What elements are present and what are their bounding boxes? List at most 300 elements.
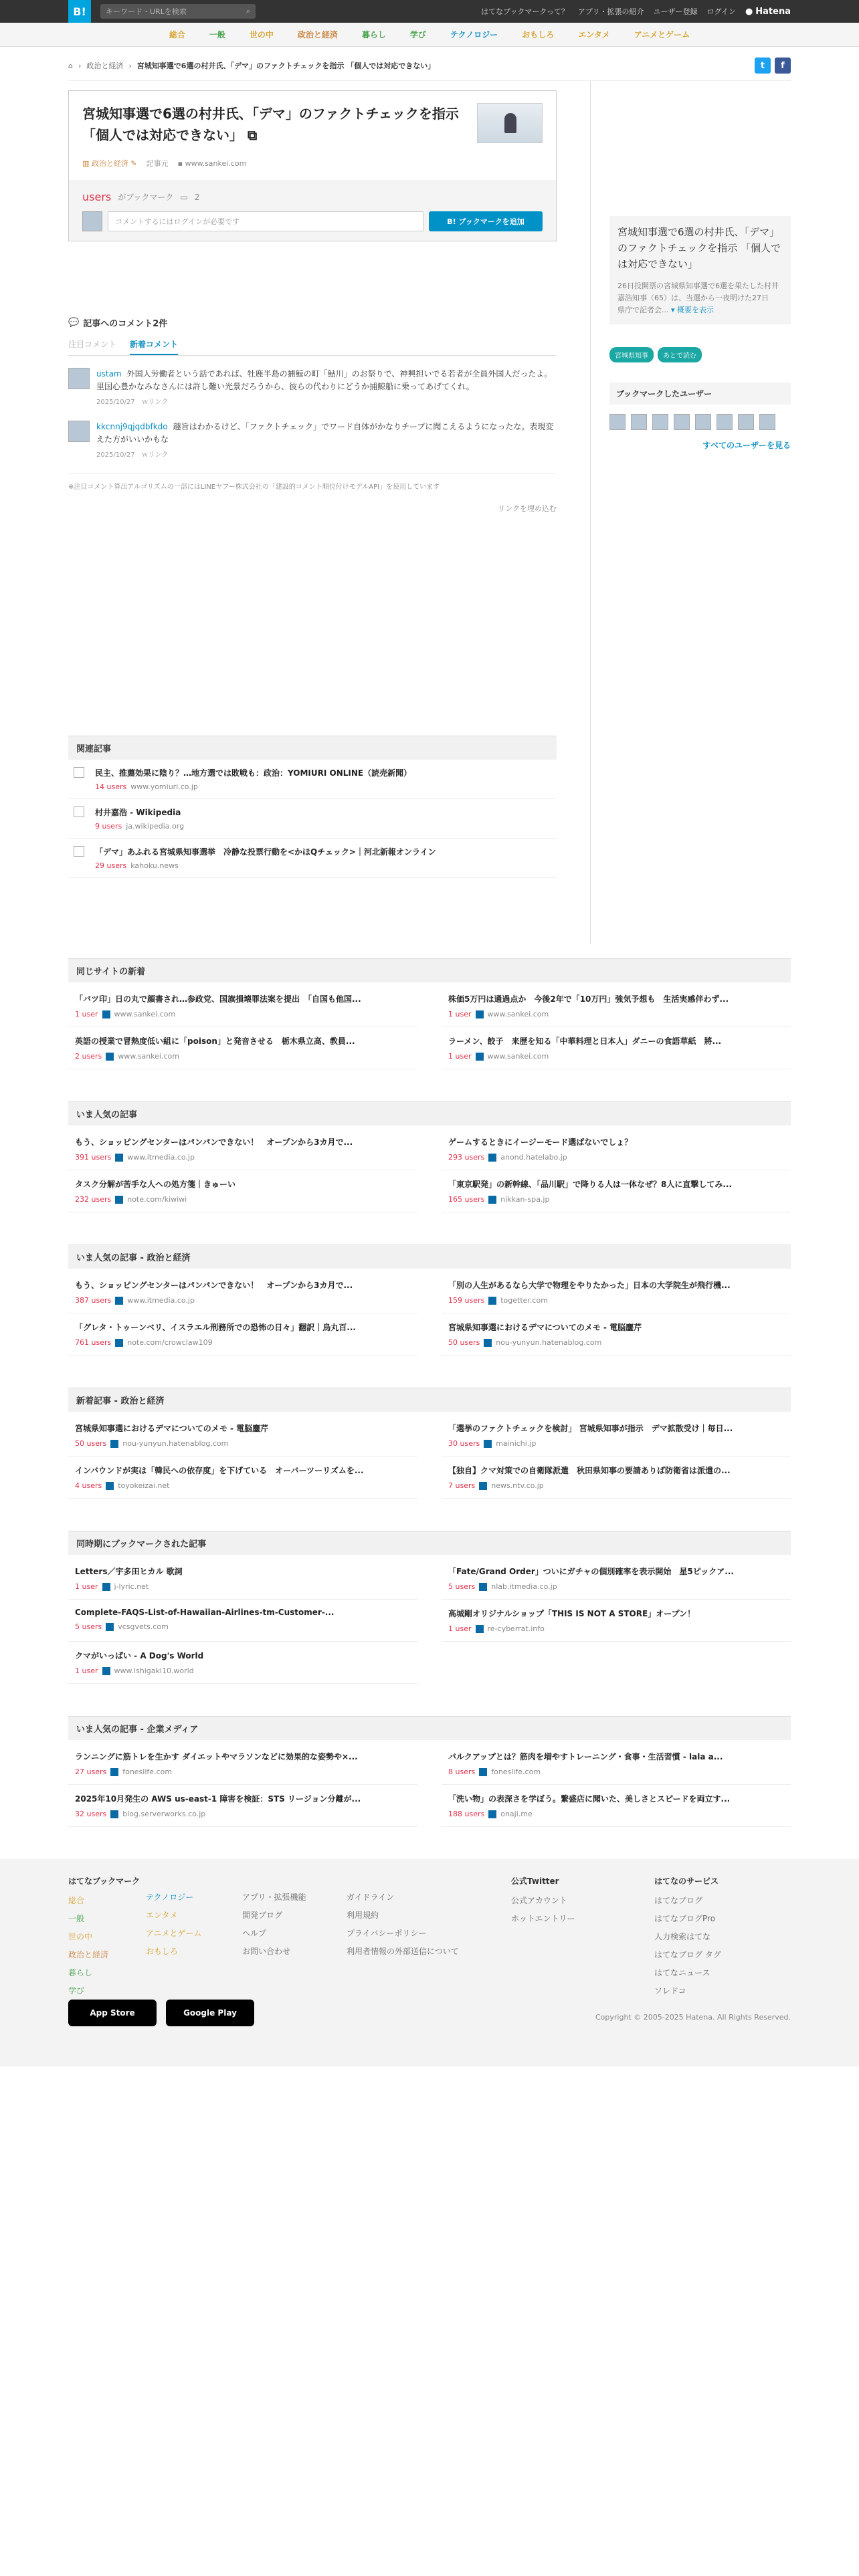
article-item[interactable] xyxy=(68,1558,417,1600)
article-item[interactable] xyxy=(442,1457,791,1499)
favicon-icon xyxy=(479,1768,487,1776)
article-title[interactable]: 【独自】クマ対策での自衛隊派遣 秋田県知事の要請ありば防衛省は派遣の... xyxy=(448,1466,731,1475)
comment-icon: ▭ xyxy=(180,192,188,202)
article-users[interactable]: 293 users xyxy=(448,1153,485,1162)
apps-link[interactable]: アプリ・拡張の紹介 xyxy=(577,7,644,16)
article-title[interactable]: Complete-FAQS-List-of-Hawaiian-Airlines-tm-Customer-... xyxy=(75,1608,335,1617)
article-item[interactable] xyxy=(442,1271,791,1313)
breadcrumb-category[interactable]: 政治と経済 xyxy=(86,62,124,70)
article-users[interactable]: 1 user xyxy=(75,1010,98,1018)
article-domain[interactable]: www.sankei.com xyxy=(487,1052,549,1061)
copyright: Copyright © 2005-2025 Hatena. All Rights Reserved. xyxy=(595,2013,791,2022)
article-domain[interactable]: foneslife.com xyxy=(491,1767,541,1776)
footer-link[interactable]: 利用者情報の外部送信について xyxy=(347,1947,459,1956)
footer-heading: 公式Twitter xyxy=(511,1876,559,1886)
article-domain[interactable]: nlab.itmedia.co.jp xyxy=(491,1582,557,1591)
user-avatar[interactable] xyxy=(738,414,754,430)
article-domain[interactable]: www.ishigaki10.world xyxy=(114,1667,194,1675)
summary-text: 26日投開票の宮城県知事選で6選を果たした村井嘉浩知事（65）は、当選から一夜明けた27日 県庁で記者会... xyxy=(617,282,779,314)
comment-count: 2 xyxy=(194,192,200,202)
favicon-icon xyxy=(74,767,84,778)
comment-date[interactable]: 2025/10/27 xyxy=(96,451,135,459)
entry-title[interactable] xyxy=(82,103,464,146)
favicon-icon xyxy=(110,1440,118,1448)
footer-col-6 xyxy=(654,1875,721,2003)
article-users[interactable]: 391 users xyxy=(75,1153,112,1162)
comment-input[interactable]: コメントするにはログインが必要です xyxy=(108,211,423,231)
article-item[interactable] xyxy=(68,1743,417,1785)
article-item[interactable] xyxy=(442,1313,791,1356)
related-item[interactable] xyxy=(68,839,557,878)
article-section xyxy=(68,1716,791,1827)
favicon-icon xyxy=(479,1482,487,1490)
entry-box xyxy=(68,90,557,241)
user-avatar[interactable] xyxy=(674,414,690,430)
related-domain[interactable]: ja.wikipedia.org xyxy=(126,822,185,831)
article-users[interactable]: 188 users xyxy=(448,1810,485,1818)
footer xyxy=(0,1859,859,2066)
nav-item[interactable]: 政治と経済 xyxy=(297,30,338,39)
article-item[interactable] xyxy=(442,1414,791,1457)
article-item[interactable] xyxy=(442,1170,791,1212)
nav-item[interactable]: 暮らし xyxy=(361,30,386,39)
footer-link[interactable]: ソレドコ xyxy=(654,1986,686,1996)
comment-text: 趣旨はわかるけど、「ファクトチェック」でワード自体がかなりチープに聞こえるようになったな。表現変えた方がいいかもな xyxy=(96,422,554,444)
article-users[interactable]: 50 users xyxy=(75,1439,107,1448)
article-item[interactable] xyxy=(442,1600,791,1642)
nav-item[interactable]: エンタメ xyxy=(578,30,610,39)
article-users[interactable]: 232 users xyxy=(75,1195,112,1204)
comment-note: ※注目コメント算出アルゴリズムの一部にはLINEヤフー株式会社の「建設的コメント順位付けモデルAPI」を使用しています xyxy=(68,473,557,491)
article-item[interactable] xyxy=(68,1414,417,1457)
comments-heading-text: 記事へのコメント2件 xyxy=(83,319,168,329)
entry-title-text[interactable]: 宮城知事選で6選の村井氏、「デマ」のファクトチェックを指示 「個人では対応できない」 xyxy=(82,106,459,143)
article-users[interactable]: 30 users xyxy=(448,1439,480,1448)
embed-link[interactable]: リンクを埋め込む xyxy=(498,504,557,513)
footer-col-3 xyxy=(242,1875,347,2003)
article-title[interactable]: 「グレタ・トゥーンベリ、イスラエル刑務所での恐怖の日々」翻訳｜烏丸百... xyxy=(75,1323,356,1332)
article-sections xyxy=(0,958,859,1827)
related-domain[interactable]: www.yomiuri.co.jp xyxy=(130,782,198,791)
article-item[interactable] xyxy=(442,1743,791,1785)
article-domain[interactable]: re-cyberrat.info xyxy=(487,1624,545,1633)
article-users[interactable]: 387 users xyxy=(75,1296,112,1305)
tag[interactable]: あとで読む xyxy=(658,347,702,362)
article-domain[interactable]: note.com/kiwiwi xyxy=(127,1195,187,1204)
article-item[interactable] xyxy=(68,1027,417,1069)
footer-link[interactable]: 人力検索はてな xyxy=(654,1932,711,1941)
article-item[interactable] xyxy=(68,1313,417,1356)
favicon-icon xyxy=(74,846,84,857)
article-title[interactable]: 株価5万円は通過点か 今後2年で「10万円」強気予想も 生活実感伴わず... xyxy=(448,994,729,1004)
article-title[interactable]: 2025年10月発生の AWS us-east-1 障害を検証：STS リージョン分離が... xyxy=(75,1794,361,1804)
favicon-icon xyxy=(115,1196,123,1204)
user-avatar[interactable] xyxy=(609,414,626,430)
article-users[interactable]: 7 users xyxy=(448,1481,476,1490)
article-title[interactable]: 「Fate/Grand Order」ついにガチャの個別確率を表示開始 星5ピックア... xyxy=(448,1567,734,1576)
comments-section xyxy=(68,316,557,514)
footer-link[interactable]: お問い合わせ xyxy=(242,1947,291,1956)
entry-category[interactable] xyxy=(82,158,137,169)
related-heading: 関連記事 xyxy=(68,736,557,760)
article-domain[interactable]: nikkan-spa.jp xyxy=(500,1195,550,1204)
login-link[interactable]: ログイン xyxy=(706,7,736,16)
breadcrumb xyxy=(68,58,791,81)
twitter-share-icon[interactable]: t xyxy=(755,58,771,74)
article-item[interactable] xyxy=(442,1128,791,1170)
summary-more-text: 概要を表示 xyxy=(677,306,714,314)
comment-link[interactable]: ｗリンク xyxy=(141,399,169,406)
article-section xyxy=(68,1531,791,1684)
footer-link[interactable]: ガイドライン xyxy=(347,1893,395,1902)
search-placeholder: キーワード・URLを検索 xyxy=(106,7,187,16)
favicon-icon xyxy=(488,1196,496,1204)
favicon-icon xyxy=(488,1810,496,1818)
comment-user[interactable]: ustam xyxy=(96,369,122,379)
footer-links xyxy=(68,1895,146,1996)
article-domain[interactable]: toyokeizai.net xyxy=(118,1481,170,1490)
footer-link[interactable]: 開発ブログ xyxy=(242,1911,283,1920)
article-item[interactable] xyxy=(68,985,417,1027)
related-users[interactable]: 14 users xyxy=(95,782,127,791)
user-avatar[interactable] xyxy=(759,414,775,430)
related-users[interactable]: 9 users xyxy=(95,822,122,831)
footer-link[interactable]: プライバシーポリシー xyxy=(347,1929,427,1938)
comment-item xyxy=(68,421,557,461)
hatena-logo-text: Hatena xyxy=(755,6,791,17)
article-users[interactable]: 5 users xyxy=(448,1582,476,1591)
home-icon[interactable]: ⌂ xyxy=(68,61,73,70)
comment-list xyxy=(68,368,557,461)
comment-link[interactable]: ｗリンク xyxy=(141,451,169,459)
bookmark-text: がブックマーク xyxy=(118,193,174,202)
left-column xyxy=(68,81,557,878)
article-domain[interactable]: www.sankei.com xyxy=(114,1010,176,1018)
summary-box xyxy=(609,216,791,324)
section-heading: いま人気の記事 - 政治と経済 xyxy=(68,1245,791,1269)
hatena-logo[interactable] xyxy=(745,7,791,17)
article-domain[interactable]: j-lyric.net xyxy=(114,1582,149,1591)
footer-links xyxy=(242,1891,347,1957)
footer-link[interactable]: アプリ・拡張機能 xyxy=(242,1893,306,1902)
article-users[interactable]: 159 users xyxy=(448,1296,485,1305)
favicon-icon xyxy=(110,1810,118,1818)
favicon-icon xyxy=(106,1623,114,1631)
footer-link[interactable]: 総合 xyxy=(68,1896,85,1905)
footer-link[interactable]: はてなブログ タグ xyxy=(654,1950,721,1959)
favicon-icon xyxy=(110,1768,118,1776)
article-title[interactable]: ラーメン、餃子 来歴を知る「中華料理と日本人」ダニーの食語草紙 將... xyxy=(448,1037,722,1046)
related-title[interactable]: 「デマ」あふれる宮城県知事選挙 冷静な投票行動を<かほQチェック>｜河北新報オンライン xyxy=(95,847,436,857)
favicon-icon xyxy=(102,1583,110,1591)
main-content xyxy=(68,81,791,944)
add-bookmark-button[interactable]: B! ブックマークを追加 xyxy=(429,211,543,231)
bookmark-users-heading: ブックマークしたユーザー xyxy=(609,383,791,405)
related-title[interactable]: 民主、推薦効果に陰り？…地方選では敗戦も：政治：YOMIURI ONLINE（読売新聞） xyxy=(95,768,412,778)
article-users[interactable]: 1 user xyxy=(75,1667,98,1675)
article-title[interactable]: もう、ショッピングセンターはパンパンできない！ オープンから3カ月で... xyxy=(75,1138,353,1147)
google-play-button[interactable]: Google Play xyxy=(166,2000,254,2026)
article-title[interactable]: タスク分解が苦手な人への処方箋｜きゅーい xyxy=(75,1180,236,1189)
article-users[interactable]: 27 users xyxy=(75,1767,107,1776)
footer-links xyxy=(347,1891,511,1957)
article-users[interactable]: 5 users xyxy=(75,1622,102,1631)
article-item[interactable] xyxy=(442,1027,791,1069)
footer-link[interactable]: ホットエントリー xyxy=(511,1914,575,1923)
user-avatar[interactable] xyxy=(717,414,733,430)
article-title[interactable]: もう、ショッピングセンターはパンパンできない！ オープンから3カ月で... xyxy=(75,1281,353,1290)
summary-title: 宮城知事選で6選の村井氏、「デマ」のファクトチェックを指示 「個人では対応できない」 xyxy=(617,226,781,270)
article-title[interactable]: 「バツ印」日の丸で顔書され…参政党、国旗損壊罪法案を提出 「自国も他国... xyxy=(75,994,361,1004)
nav-item[interactable]: 世の中 xyxy=(249,30,274,39)
footer-links xyxy=(511,1895,654,1924)
footer-col-2 xyxy=(146,1875,242,2003)
article-title[interactable]: 英語の授業で冒熱度低い組に「poison」と発音させる 栃木県立高、教員... xyxy=(75,1037,355,1046)
section-heading: 新着記事 - 政治と経済 xyxy=(68,1388,791,1412)
article-item[interactable] xyxy=(68,1642,417,1684)
related-item[interactable] xyxy=(68,799,557,839)
chevron-right-icon: › xyxy=(78,61,82,70)
footer-link[interactable]: 利用規約 xyxy=(347,1911,379,1920)
footer-heading: はてなのサービス xyxy=(654,1876,719,1886)
favicon-icon xyxy=(476,1625,484,1633)
summary-more-link[interactable]: ▾ 概要を表示 xyxy=(671,306,714,314)
avatar xyxy=(82,211,102,231)
bookmark-users xyxy=(609,383,791,451)
article-users[interactable]: 2 users xyxy=(75,1052,102,1061)
nav-item[interactable]: おもしろ xyxy=(522,30,555,39)
article-users[interactable]: 50 users xyxy=(448,1338,480,1347)
article-domain[interactable]: www.sankei.com xyxy=(487,1010,549,1018)
footer-link[interactable]: 学び xyxy=(68,1986,85,1996)
article-title[interactable]: ランニングに筋トレを生かす ダイエットやマラソンなどに効果的な姿勢や×... xyxy=(75,1752,358,1761)
favicon-icon xyxy=(106,1053,114,1061)
favicon-icon xyxy=(102,1667,110,1675)
article-item[interactable] xyxy=(68,1128,417,1170)
footer-links xyxy=(654,1895,721,1996)
entry-category-text: 政治と経済 xyxy=(91,159,128,168)
favicon-icon: ▪ xyxy=(177,158,183,168)
related-section xyxy=(68,736,557,878)
article-users[interactable]: 761 users xyxy=(75,1338,112,1347)
hatena-bookmark-logo[interactable]: B! xyxy=(68,0,91,23)
share-buttons xyxy=(755,58,791,74)
article-domain[interactable]: note.com/crowclaw109 xyxy=(127,1338,213,1347)
about-link[interactable]: はてなブックマークって？ xyxy=(481,7,569,16)
favicon-icon xyxy=(484,1440,492,1448)
footer-link[interactable]: おもしろ xyxy=(146,1947,179,1956)
avatar[interactable] xyxy=(68,421,90,442)
entry-meta xyxy=(69,158,556,181)
entry-domain-text: www.sankei.com xyxy=(185,158,247,168)
article-item[interactable] xyxy=(68,1785,417,1827)
related-users[interactable]: 29 users xyxy=(95,861,127,870)
favicon-icon xyxy=(102,1010,110,1018)
favicon-icon xyxy=(488,1154,496,1162)
article-title[interactable]: Letters／宇多田ヒカル 歌詞 xyxy=(75,1567,183,1576)
article-domain[interactable]: mainichi.jp xyxy=(496,1439,537,1448)
nav-item[interactable]: 学び xyxy=(409,30,426,39)
article-users[interactable]: 1 user xyxy=(448,1010,472,1018)
nav-item[interactable]: 総合 xyxy=(169,30,185,39)
footer-links xyxy=(146,1891,242,1957)
article-users[interactable]: 8 users xyxy=(448,1767,476,1776)
article-item[interactable] xyxy=(442,985,791,1027)
section-heading: 同じサイトの新着 xyxy=(68,958,791,982)
footer-link[interactable]: 一般 xyxy=(68,1914,85,1923)
section-heading: いま人気の記事 - 企業メディア xyxy=(68,1716,791,1740)
footer-link[interactable]: テクノロジー xyxy=(146,1893,194,1902)
article-title[interactable]: 高城剛オリジナルショップ「THIS IS NOT A STORE」オープン！ xyxy=(448,1609,696,1618)
article-domain[interactable]: nou-yunyun.hatenablog.com xyxy=(122,1439,229,1448)
article-users[interactable]: 165 users xyxy=(448,1195,485,1204)
edit-icon: ✎ xyxy=(130,159,137,168)
related-list xyxy=(68,760,557,878)
favicon-icon xyxy=(484,1339,492,1347)
tag[interactable]: 宮城県知事 xyxy=(609,347,654,362)
favicon-icon xyxy=(488,1297,496,1305)
article-domain[interactable]: onaji.me xyxy=(500,1810,533,1818)
section-heading: 同時期にブックマークされた記事 xyxy=(68,1531,791,1555)
article-item[interactable] xyxy=(68,1271,417,1313)
footer-link[interactable]: アニメとゲーム xyxy=(146,1929,202,1938)
article-section xyxy=(68,1388,791,1499)
footer-col-4 xyxy=(347,1875,511,2003)
user-avatar[interactable] xyxy=(695,414,711,430)
register-link[interactable]: ユーザー登録 xyxy=(653,7,698,16)
favicon-icon xyxy=(476,1010,484,1018)
article-item[interactable] xyxy=(442,1558,791,1600)
article-title[interactable]: 「選挙のファクトチェックを検討」 宮城県知事が指示 デマ拡散受け｜毎日... xyxy=(448,1424,733,1433)
footer-link[interactable]: 暮らし xyxy=(68,1968,93,1977)
hatena-logo-icon: ● xyxy=(745,6,753,17)
users-count[interactable] xyxy=(82,191,111,203)
article-title[interactable]: クマがいっぱい - A Dog's World xyxy=(75,1651,204,1660)
favicon-icon xyxy=(479,1583,487,1591)
article-section xyxy=(68,1245,791,1356)
article-users[interactable]: 4 users xyxy=(75,1481,102,1490)
article-users[interactable]: 1 user xyxy=(448,1052,472,1061)
footer-link[interactable]: 政治と経済 xyxy=(68,1950,109,1959)
comments-heading xyxy=(68,316,557,329)
favicon-icon xyxy=(115,1339,123,1347)
search-input[interactable] xyxy=(100,4,256,19)
category-icon: ▥ xyxy=(82,159,90,168)
comment-tabs xyxy=(68,338,557,356)
article-item[interactable] xyxy=(68,1457,417,1499)
related-domain[interactable]: kahoku.news xyxy=(130,861,179,870)
article-domain[interactable]: www.itmedia.co.jp xyxy=(127,1296,195,1305)
nav-item[interactable]: テクノロジー xyxy=(450,30,498,39)
article-domain[interactable]: news.ntv.co.jp xyxy=(491,1481,544,1490)
facebook-share-icon[interactable]: f xyxy=(775,58,791,74)
comment-user[interactable]: kkcnnj9qjqdbfkdo xyxy=(96,422,168,431)
entry-domain[interactable] xyxy=(178,159,247,168)
article-title[interactable]: 「東京駅発」の新幹線、「品川駅」で降りる人は一体なぜ？8人に直撃してみ... xyxy=(448,1180,733,1189)
comment-text: 外国人労働者という話であれば、牡鹿半島の捕鯨の町「鮎川」のお祭りで、神興担いでる若者が全員外国人だったよ。里国心豊かなみなさんには許し難い光景だろうから、彼らの代わりにどうか捕鯨船に乗ってあげてくれ。 xyxy=(96,369,553,391)
article-domain[interactable]: www.itmedia.co.jp xyxy=(127,1153,195,1162)
user-avatar[interactable] xyxy=(652,414,668,430)
all-users-link[interactable]: すべてのユーザーを見る xyxy=(702,441,791,450)
footer-link[interactable]: エンタメ xyxy=(146,1911,178,1920)
article-title[interactable]: 「洗い物」の表深さを学ぼう。繋盛店に聞いた、美しさとスピードを両立す... xyxy=(448,1794,731,1804)
article-domain[interactable]: nou-yunyun.hatenablog.com xyxy=(496,1338,602,1347)
comment-date[interactable]: 2025/10/27 xyxy=(96,399,135,406)
search-icon[interactable]: ⌕ xyxy=(246,7,250,15)
footer-link[interactable]: 世の中 xyxy=(68,1932,93,1941)
article-section xyxy=(68,1101,791,1212)
related-item[interactable] xyxy=(68,760,557,799)
nav-item[interactable]: アニメとゲーム xyxy=(634,30,690,39)
article-title[interactable]: バルクアップとは？筋肉を増やすトレーニング・食事・生活習慣 - lala a... xyxy=(448,1752,723,1761)
favicon-icon xyxy=(115,1297,123,1305)
favicon-icon xyxy=(106,1482,114,1490)
footer-link[interactable]: 公式アカウント xyxy=(511,1896,567,1905)
favicon-icon xyxy=(74,807,84,817)
chevron-right-icon: › xyxy=(128,61,132,70)
article-title[interactable]: 「別の人生があるなら大学で物理をやりたかった」日本の大学院生が飛行機... xyxy=(448,1281,731,1290)
users-label: users xyxy=(82,191,112,203)
footer-link[interactable]: はてなブログPro xyxy=(654,1914,716,1923)
entry-thumbnail[interactable] xyxy=(477,103,543,143)
article-domain[interactable]: togetter.com xyxy=(500,1296,548,1305)
section-heading: いま人気の記事 xyxy=(68,1101,791,1125)
article-domain[interactable]: anond.hatelabo.jp xyxy=(500,1153,567,1162)
thumbnail-person xyxy=(504,113,516,133)
bookmark-area xyxy=(69,181,556,241)
tab-new[interactable]: 新着コメント xyxy=(130,338,178,355)
user-avatar[interactable] xyxy=(631,414,647,430)
right-column xyxy=(590,81,791,944)
article-users[interactable]: 1 user xyxy=(448,1624,472,1633)
related-title[interactable]: 村井嘉浩 - Wikipedia xyxy=(95,808,181,817)
article-item[interactable] xyxy=(442,1785,791,1827)
summary-body xyxy=(617,280,783,316)
footer-link[interactable]: はてなブログ xyxy=(654,1896,703,1905)
favicon-icon xyxy=(115,1154,123,1162)
article-domain[interactable]: www.sankei.com xyxy=(118,1052,179,1061)
article-title[interactable]: 宮城県知事選におけるデマについてのメモ - 電脳鏖芹 xyxy=(75,1424,269,1433)
app-store-button[interactable]: App Store xyxy=(68,2000,157,2026)
external-link-icon[interactable]: ⧉ xyxy=(247,127,258,143)
article-title[interactable]: 宮城県知事選におけるデマについてのメモ - 電脳鏖芹 xyxy=(448,1323,642,1332)
article-item[interactable] xyxy=(68,1170,417,1212)
article-section xyxy=(68,958,791,1069)
article-item[interactable] xyxy=(68,1600,417,1642)
footer-link[interactable]: ヘルプ xyxy=(242,1929,267,1938)
article-users[interactable]: 32 users xyxy=(75,1810,107,1818)
top-links xyxy=(481,6,791,17)
article-domain[interactable]: blog.serverworks.co.jp xyxy=(122,1810,206,1818)
source-label: 記事元 xyxy=(146,159,169,168)
article-domain[interactable]: vcsgvets.com xyxy=(118,1622,169,1631)
footer-link[interactable]: はてなニュース xyxy=(654,1968,710,1977)
breadcrumb-current: 宮城知事選で6選の村井氏、「デマ」のファクトチェックを指示 「個人では対応できない」 xyxy=(136,62,436,70)
top-bar xyxy=(0,0,859,23)
article-title[interactable]: インバウンドが実は「韓民への依存度」を下げている オーバーツーリズムを... xyxy=(75,1466,364,1475)
article-domain[interactable]: foneslife.com xyxy=(122,1767,173,1776)
footer-col-5 xyxy=(511,1875,654,2003)
avatar[interactable] xyxy=(68,368,90,389)
article-title[interactable]: ゲームするときにイージーモード選ばないでしょ？ xyxy=(448,1138,633,1147)
footer-col-1 xyxy=(68,1875,146,2003)
tag-list xyxy=(609,347,791,362)
nav-item[interactable]: 一般 xyxy=(209,30,225,39)
tab-popular[interactable]: 注目コメント xyxy=(68,340,117,349)
article-users[interactable]: 1 user xyxy=(75,1582,98,1591)
speech-bubble-icon: 💬 xyxy=(68,318,80,328)
app-buttons xyxy=(68,2000,254,2026)
